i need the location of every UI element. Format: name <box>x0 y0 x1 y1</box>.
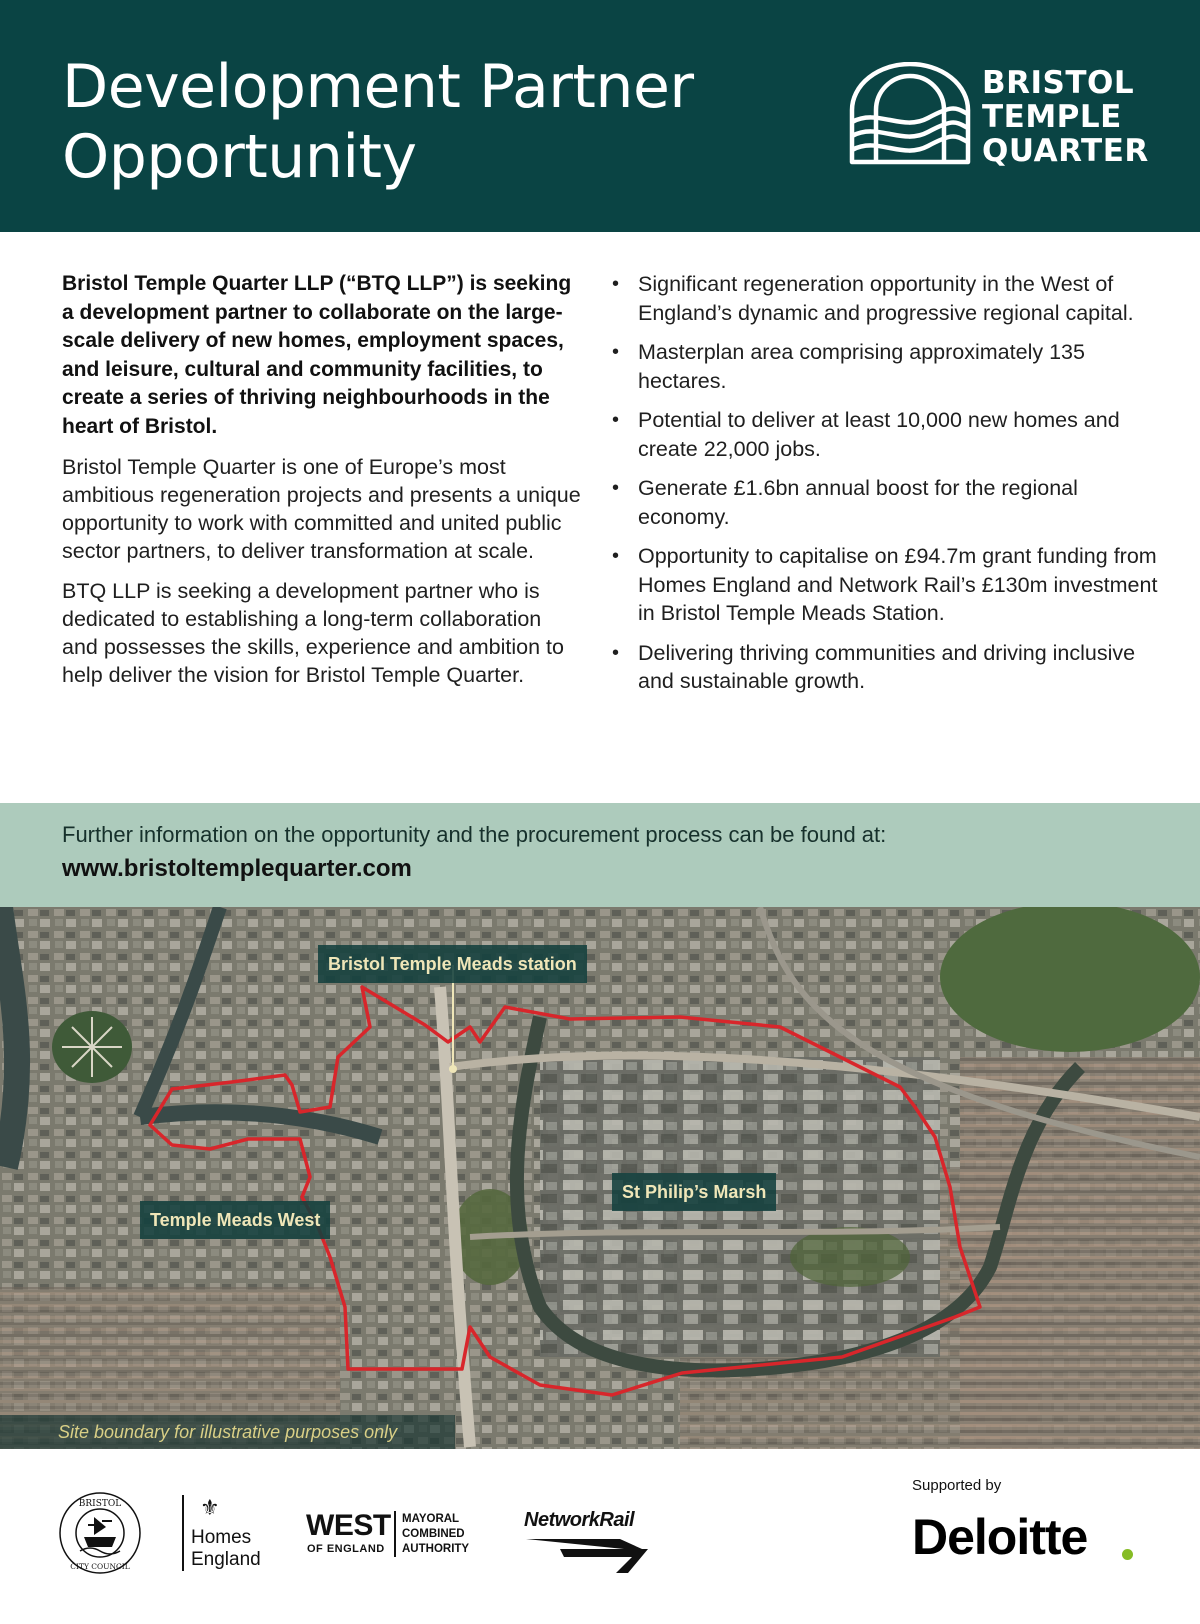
weca-divider <box>394 1511 396 1557</box>
weca-of-england-text: OF ENGLAND <box>307 1543 385 1555</box>
aerial-map-image <box>0 907 1200 1449</box>
highlight-item: • Generate £1.6bn annual boost for the regional economy. <box>612 474 1160 531</box>
deloitte-dot-icon <box>1122 1549 1133 1560</box>
deloitte-logo: Deloitte <box>912 1509 1088 1565</box>
homes-england-logo <box>182 1495 272 1581</box>
map-disclaimer: Site boundary for illustrative purposes only <box>0 1415 455 1449</box>
highlight-item: • Delivering thriving communities and driving inclusive and sustainable growth. <box>612 639 1160 696</box>
highlight-item: • Masterplan area comprising approximately 135 hectares. <box>612 338 1160 395</box>
header-banner <box>0 0 1200 232</box>
weca-logo <box>306 1511 486 1561</box>
arch-waves-icon <box>848 62 972 166</box>
label-st-philips-marsh: St Philip’s Marsh <box>612 1173 776 1211</box>
supported-by-label: Supported by <box>912 1477 1002 1494</box>
weca-side-2: COMBINED <box>402 1528 465 1540</box>
highlight-item: • Significant regeneration opportunity in the West of England’s dynamic and progressive regional capital. <box>612 270 1160 327</box>
homes-divider <box>182 1495 184 1571</box>
site-map <box>0 907 1200 1449</box>
highlight-item: • Potential to deliver at least 10,000 new homes and create 22,000 jobs. <box>612 406 1160 463</box>
intro-paragraph-2: BTQ LLP is seeking a development partner who is dedicated to establishing a long-term collaboration and possesses the skills, experience and ambition to help deliver the vision for Bristol Temple Quarter. <box>62 579 564 687</box>
weca-side-1: MAYORAL <box>402 1513 460 1525</box>
page-title-line-1: Development Partner <box>62 52 694 122</box>
partner-logos <box>0 1449 1200 1624</box>
brand-wordmark <box>982 66 1149 168</box>
intro-column <box>62 270 582 701</box>
label-temple-meads-west: Temple Meads West <box>140 1201 330 1239</box>
intro-paragraph-1: Bristol Temple Quarter is one of Europe’s most ambitious regeneration projects and presents a unique opportunity to work with committed and united public sector partners, to deliver transformation at scale. <box>62 455 581 563</box>
intro-lead: Bristol Temple Quarter LLP (“BTQ LLP”) is seeking a development partner to collaborate on the large-scale delivery of new homes, employment spaces, and leisure, cultural and community facilities, to create a series of thriving neighbourhoods in the heart of Bristol. <box>62 272 572 438</box>
highlights-list <box>612 270 1160 696</box>
crest-icon: ⚜ <box>200 1495 220 1520</box>
brand-line-1: BRISTOL <box>982 65 1135 101</box>
network-rail-wordmark: NetworkRail <box>524 1509 635 1531</box>
weca-side-3: AUTHORITY <box>402 1543 470 1555</box>
homes-line-2: England <box>191 1549 261 1570</box>
weca-side-text <box>402 1512 469 1557</box>
seal-bottom-text: CITY COUNCIL <box>70 1562 130 1571</box>
network-rail-logo <box>524 1509 664 1569</box>
bristol-city-council-seal-icon <box>58 1491 142 1575</box>
info-band <box>0 803 1200 907</box>
label-temple-meads-station: Bristol Temple Meads station <box>318 945 587 983</box>
page-title <box>62 52 782 192</box>
homes-line-1: Homes <box>191 1527 252 1548</box>
weca-west-text: WEST <box>306 1509 391 1542</box>
double-arrow-icon <box>524 1535 658 1575</box>
page-title-line-2: Opportunity <box>62 122 417 192</box>
highlight-item: • Opportunity to capitalise on £94.7m grant funding from Homes England and Network Rail’s £130m investment in Bristol Temple Meads Station. <box>612 542 1160 628</box>
info-text: Further information on the opportunity and the procurement process can be found at: <box>62 822 887 847</box>
highlights-column <box>612 270 1160 707</box>
homes-england-wordmark <box>191 1527 261 1571</box>
website-link[interactable]: www.bristoltemplequarter.com <box>62 855 412 882</box>
seal-top-text: BRISTOL <box>78 1499 122 1509</box>
brand-logo <box>848 62 1148 172</box>
brand-line-2: TEMPLE <box>982 99 1122 135</box>
brand-line-3: QUARTER <box>982 133 1149 169</box>
